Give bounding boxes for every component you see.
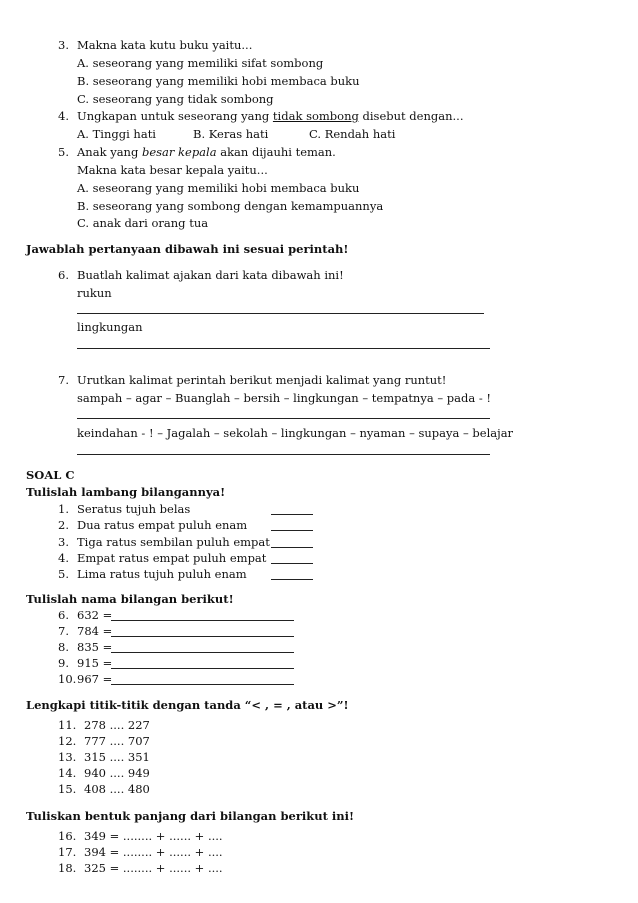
answer-blank[interactable] xyxy=(271,547,313,548)
question-text: Buatlah kalimat ajakan dari kata dibawah ini! xyxy=(77,268,344,282)
answer-option: C. seseorang yang tidak sombong xyxy=(77,92,274,106)
item-text: 784 = xyxy=(77,624,113,638)
answer-option: A. Tinggi hati xyxy=(77,127,156,141)
section-title: SOAL C xyxy=(26,468,75,482)
item-text: Tiga ratus sembilan puluh empat xyxy=(77,535,270,549)
item-text: 915 = xyxy=(77,656,113,670)
answer-blank[interactable] xyxy=(271,530,313,531)
item-number: 11. xyxy=(58,718,77,732)
item-text: Seratus tujuh belas xyxy=(77,502,191,516)
prompt-word: rukun xyxy=(77,286,112,300)
item-text: 408 .... 480 xyxy=(84,782,150,796)
answer-line[interactable] xyxy=(111,684,294,685)
answer-line[interactable] xyxy=(77,348,490,349)
answer-option: A. seseorang yang memiliki hobi membaca buku xyxy=(77,181,360,195)
scrambled-sentence: sampah – agar – Buanglah – bersih – lingkungan – tempatnya – pada - ! xyxy=(77,391,492,405)
item-number: 9. xyxy=(58,656,69,670)
item-text: 349 = ........ + ...... + .... xyxy=(84,829,223,843)
question-text xyxy=(77,147,336,159)
section-instruction: Tuliskan bentuk panjang dari bilangan berikut ini! xyxy=(26,809,355,823)
answer-option: C. Rendah hati xyxy=(309,127,396,141)
prompt-word: lingkungan xyxy=(77,320,143,334)
question-text: Urutkan kalimat perintah berikut menjadi kalimat yang runtut! xyxy=(77,373,447,387)
item-number: 14. xyxy=(58,766,77,780)
question-text-start: Anak yang xyxy=(77,145,142,159)
answer-line[interactable] xyxy=(77,418,490,419)
item-number: 3. xyxy=(58,535,69,549)
underlined-phrase: tidak sombong xyxy=(272,109,359,123)
item-text: 278 .... 227 xyxy=(84,718,150,732)
italic-phrase: besar kepala xyxy=(141,145,217,159)
answer-line[interactable] xyxy=(111,636,294,637)
question-number: 4. xyxy=(58,109,69,123)
item-text: 632 = xyxy=(77,608,113,622)
section-instruction: Jawablah pertanyaan dibawah ini sesuai perintah! xyxy=(26,242,349,256)
question-text xyxy=(77,111,463,123)
item-text: Lima ratus tujuh puluh enam xyxy=(77,567,247,581)
answer-line[interactable] xyxy=(77,313,484,314)
item-text: Empat ratus empat puluh empat xyxy=(77,551,267,565)
item-number: 8. xyxy=(58,640,69,654)
item-number: 16. xyxy=(58,829,77,843)
question-text-end: akan dijauhi teman. xyxy=(216,145,336,159)
item-number: 15. xyxy=(58,782,77,796)
item-text: 967 = xyxy=(77,672,113,686)
answer-blank[interactable] xyxy=(271,579,313,580)
item-text: 777 .... 707 xyxy=(84,734,150,748)
item-number: 1. xyxy=(58,502,69,516)
answer-line[interactable] xyxy=(111,620,294,621)
question-number: 6. xyxy=(58,268,69,282)
answer-option: B. seseorang yang memiliki hobi membaca buku xyxy=(77,74,360,88)
question-number: 7. xyxy=(58,373,69,387)
item-text: 325 = ........ + ...... + .... xyxy=(84,861,223,875)
item-number: 13. xyxy=(58,750,77,764)
section-instruction: Tulislah lambang bilangannya! xyxy=(26,485,226,499)
answer-line[interactable] xyxy=(111,668,294,669)
question-text-line: Makna kata besar kepala yaitu... xyxy=(77,163,268,177)
item-text: 940 .... 949 xyxy=(84,766,150,780)
item-number: 18. xyxy=(58,861,77,875)
answer-option: B. Keras hati xyxy=(193,127,269,141)
item-text: Dua ratus empat puluh enam xyxy=(77,518,248,532)
section-instruction: Tulislah nama bilangan berikut! xyxy=(26,592,234,606)
section-instruction: Lengkapi titik-titik dengan tanda “< , = , atau >”! xyxy=(26,698,349,712)
question-text: Makna kata kutu buku yaitu... xyxy=(77,38,253,52)
item-number: 6. xyxy=(58,608,69,622)
answer-option: C. anak dari orang tua xyxy=(77,216,209,230)
item-number: 4. xyxy=(58,551,69,565)
item-number: 7. xyxy=(58,624,69,638)
answer-line[interactable] xyxy=(77,454,490,455)
item-number: 5. xyxy=(58,567,69,581)
item-number: 12. xyxy=(58,734,77,748)
item-number: 2. xyxy=(58,518,69,532)
item-text: 835 = xyxy=(77,640,113,654)
question-number: 3. xyxy=(58,38,69,52)
answer-blank[interactable] xyxy=(271,514,313,515)
answer-option: B. seseorang yang sombong dengan kemampuannya xyxy=(77,199,384,213)
question-number: 5. xyxy=(58,145,69,159)
question-text-end: disebut dengan... xyxy=(358,109,464,123)
item-text: 394 = ........ + ...... + .... xyxy=(84,845,223,859)
answer-option: A. seseorang yang memiliki sifat sombong xyxy=(77,56,324,70)
item-number: 10. xyxy=(58,672,77,686)
answer-line[interactable] xyxy=(111,652,294,653)
answer-blank[interactable] xyxy=(271,563,313,564)
question-text-start: Ungkapan untuk seseorang yang xyxy=(77,109,273,123)
item-text: 315 .... 351 xyxy=(84,750,150,764)
item-number: 17. xyxy=(58,845,77,859)
scrambled-sentence: keindahan - ! – Jagalah – sekolah – lingkungan – nyaman – supaya – belajar xyxy=(77,426,514,440)
